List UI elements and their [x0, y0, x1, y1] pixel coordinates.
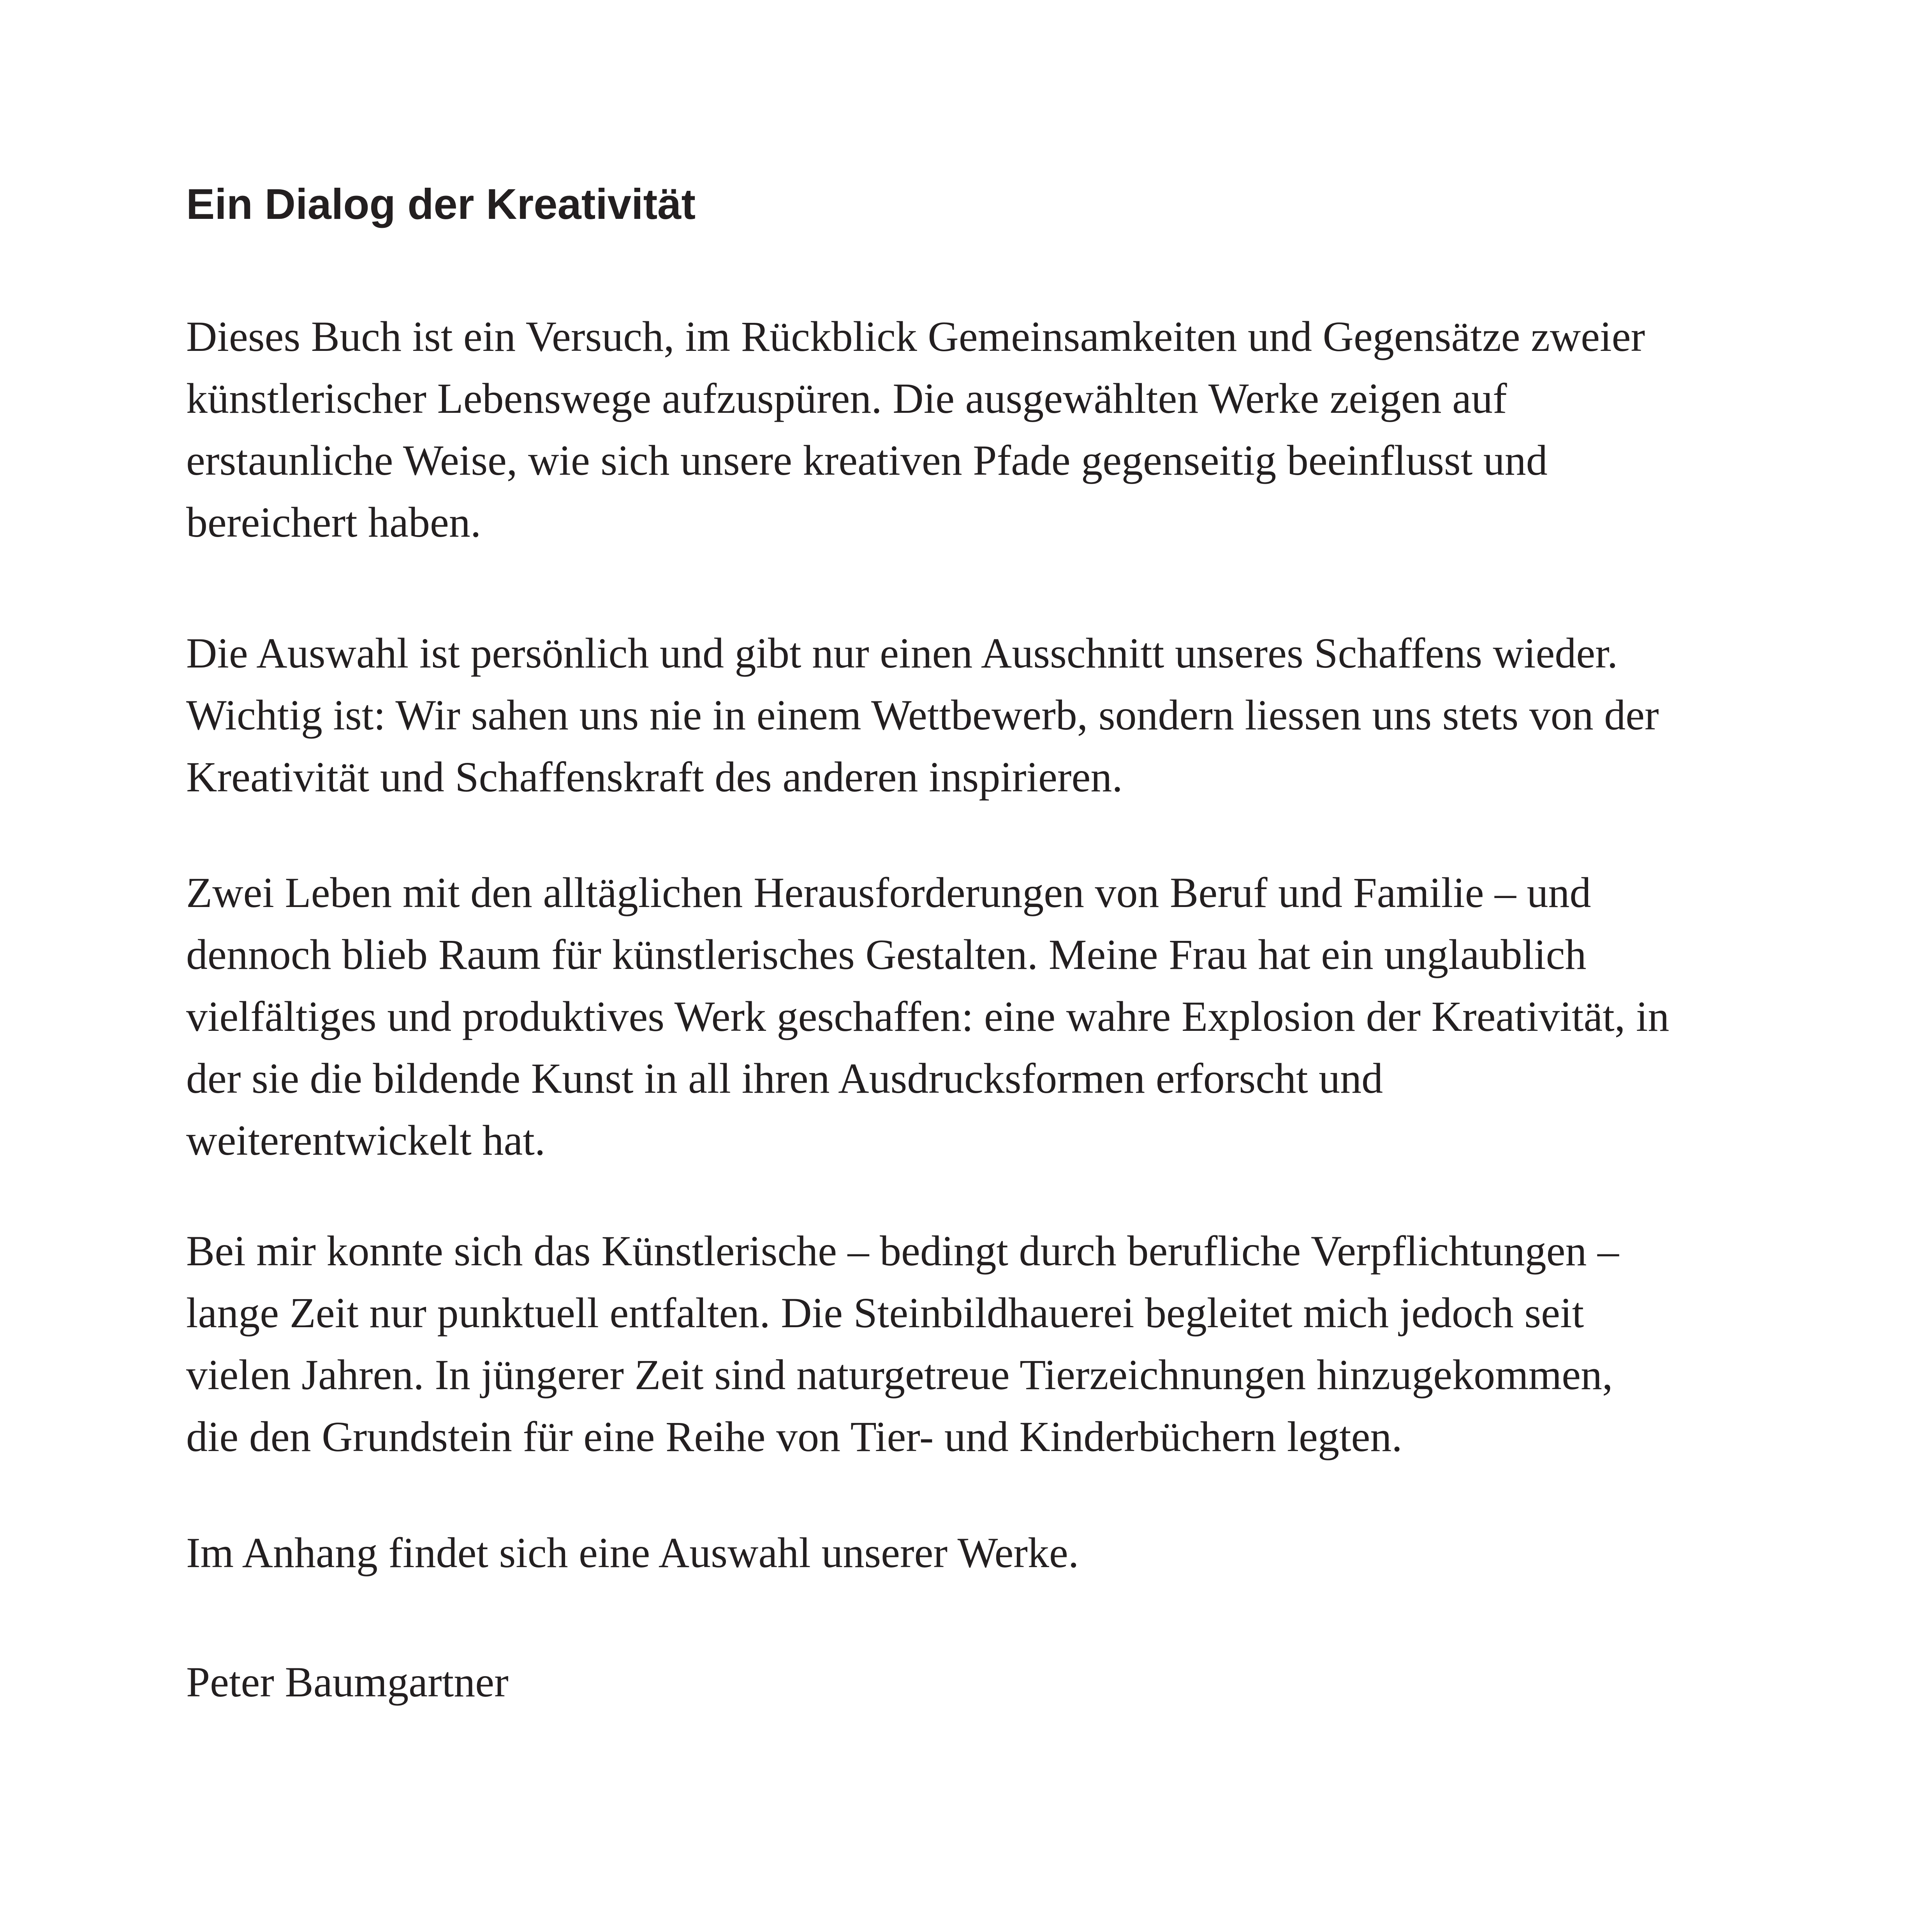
text-line: vielfältiges und produktives Werk geschaffen: eine wahre Explosion der Kreativität, in: [186, 993, 1670, 1040]
text-line: Bei mir konnte sich das Künstlerische – bedingt durch berufliche Verpflichtungen –: [186, 1227, 1619, 1275]
text-line: dennoch blieb Raum für künstlerisches Gestalten. Meine Frau hat ein unglaublich: [186, 931, 1587, 978]
text-line: erstaunliche Weise, wie sich unsere kreativen Pfade gegenseitig beeinflusst und: [186, 437, 1548, 484]
text-line: die den Grundstein für eine Reihe von Tier- und Kinderbüchern legten.: [186, 1413, 1402, 1460]
paragraph-selection: [186, 622, 1659, 808]
text-line: Wichtig ist: Wir sahen uns nie in einem Wettbewerb, sondern liessen uns stets von der: [186, 691, 1659, 739]
text-line: weiterentwickelt hat.: [186, 1117, 546, 1164]
text-line: Kreativität und Schaffenskraft des anderen inspirieren.: [186, 753, 1123, 801]
paragraph-two-lives: [186, 862, 1669, 1171]
paragraph-intro: [186, 306, 1645, 553]
paragraph-appendix-note: [186, 1522, 1079, 1584]
text-line: Die Auswahl ist persönlich und gibt nur einen Ausschnitt unseres Schaffens wieder.: [186, 629, 1618, 677]
text-line: bereichert haben.: [186, 498, 481, 546]
page-title: Ein Dialog der Kreativität: [186, 180, 696, 228]
text-line: Dieses Buch ist ein Versuch, im Rückblick Gemeinsamkeiten und Gegensätze zweier: [186, 313, 1645, 360]
text-line: Zwei Leben mit den alltäglichen Herausforderungen von Beruf und Familie – und: [186, 869, 1591, 916]
text-line: der sie die bildende Kunst in all ihren Ausdrucksformen erforscht und: [186, 1055, 1383, 1102]
text-line: Im Anhang findet sich eine Auswahl unserer Werke.: [186, 1529, 1079, 1576]
text-line: vielen Jahren. In jüngerer Zeit sind naturgetreue Tierzeichnungen hinzugekommen,: [186, 1351, 1613, 1398]
text-line: künstlerischer Lebenswege aufzuspüren. Die ausgewählten Werke zeigen auf: [186, 375, 1507, 422]
author-signature: [186, 1651, 509, 1713]
text-line: lange Zeit nur punktuell entfalten. Die Steinbildhauerei begleitet mich jedoch seit: [186, 1289, 1584, 1337]
text-line: Peter Baumgartner: [186, 1658, 509, 1706]
paragraph-author-work: [186, 1220, 1619, 1468]
